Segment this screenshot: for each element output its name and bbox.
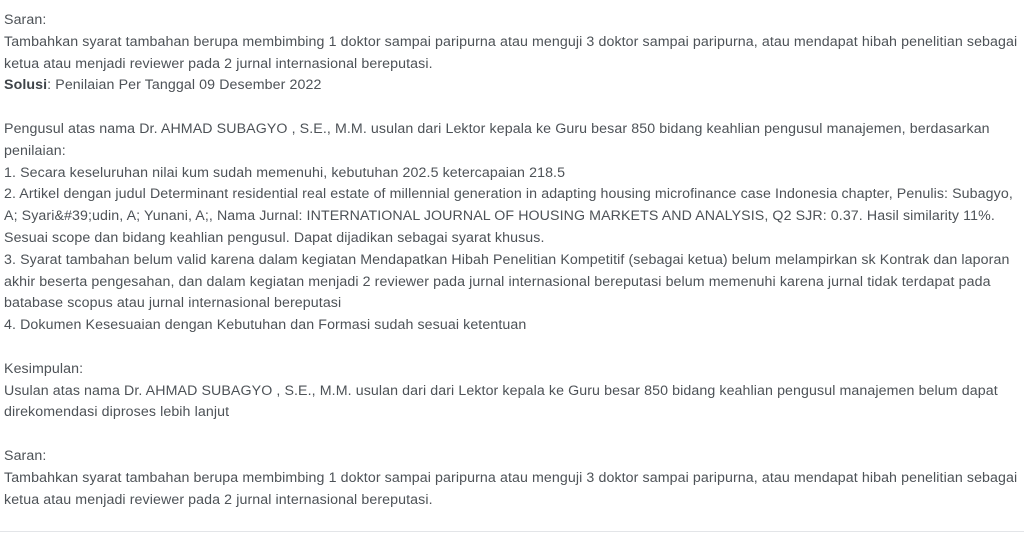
spacer [4, 97, 1019, 119]
assessment-notes [4, 10, 1019, 511]
assessment-intro: Pengusul atas nama Dr. AHMAD SUBAGYO , S.E., M.M. usulan dari Lektor kepala ke Guru besar 850 bidang keahlian pengusul manajemen, berdasarkan penilaian: [4, 120, 990, 159]
kesimpulan-text: Usulan atas nama Dr. AHMAD SUBAGYO , S.E., M.M. usulan dari dari Lektor kepala ke Guru besar 850 bidang keahlian pengusul manajemen belum dapat direkomendasi diproses lebih lanjut [4, 382, 998, 421]
assessment-item: 2. Artikel dengan judul Determinant residential real estate of millennial generation in adapting housing microfinance case Indonesia chapter, Penulis: Subagyo, A; Syari&#39;udin, A; Yunani, A;, Nama Jurnal: INTERNATIONAL JOURNAL OF HOUSING MARKETS AND ANALYSIS, Q2 SJR: 0.37. Hasil similarity 11%. Sesuai scope dan bidang keahlian pengusul. Dapat dijadikan sebagai syarat khusus. [4, 186, 1013, 246]
saran-heading: Saran: [4, 447, 47, 464]
assessment-item: 3. Syarat tambahan belum valid karena dalam kegiatan Mendapatkan Hibah Penelitian Kompetitif (sebagai ketua) belum melampirkan sk Kontrak dan laporan akhir beserta pengesahan, dan dalam kegiatan menjadi 2 reviewer pada jurnal internasional bereputasi belum memenuhi karena jurnal tidak terdapat pada batabase scopus atau jurnal internasional bereputasi [4, 251, 1010, 312]
saran-text: Tambahkan syarat tambahan berupa membimbing 1 doktor sampai paripurna atau menguji 3 doktor sampai paripurna, atau mendapat hibah penelitian sebagai ketua atau menjadi reviewer pada 2 jurnal internasional bereputasi. [4, 469, 1018, 508]
saran-text: Tambahkan syarat tambahan berupa membimbing 1 doktor sampai paripurna atau menguji 3 doktor sampai paripurna, atau mendapat hibah penelitian sebagai ketua atau menjadi reviewer pada 2 jurnal internasional bereputasi. [4, 33, 1018, 72]
spacer [4, 424, 1019, 446]
kesimpulan-heading: Kesimpulan: [4, 360, 84, 377]
divider [0, 531, 1024, 532]
assessment-item: 4. Dokumen Kesesuaian dengan Kebutuhan dan Formasi sudah sesuai ketentuan [4, 317, 527, 334]
solusi-label: Solusi [4, 77, 48, 94]
spacer [4, 337, 1019, 359]
solusi-text: : Penilaian Per Tanggal 09 Desember 2022 [47, 77, 322, 94]
solusi-line [4, 75, 1019, 97]
saran-heading: Saran: [4, 12, 47, 28]
assessment-item: 1. Secara keseluruhan nilai kum sudah memenuhi, kebutuhan 202.5 ketercapaian 218.5 [4, 164, 566, 181]
